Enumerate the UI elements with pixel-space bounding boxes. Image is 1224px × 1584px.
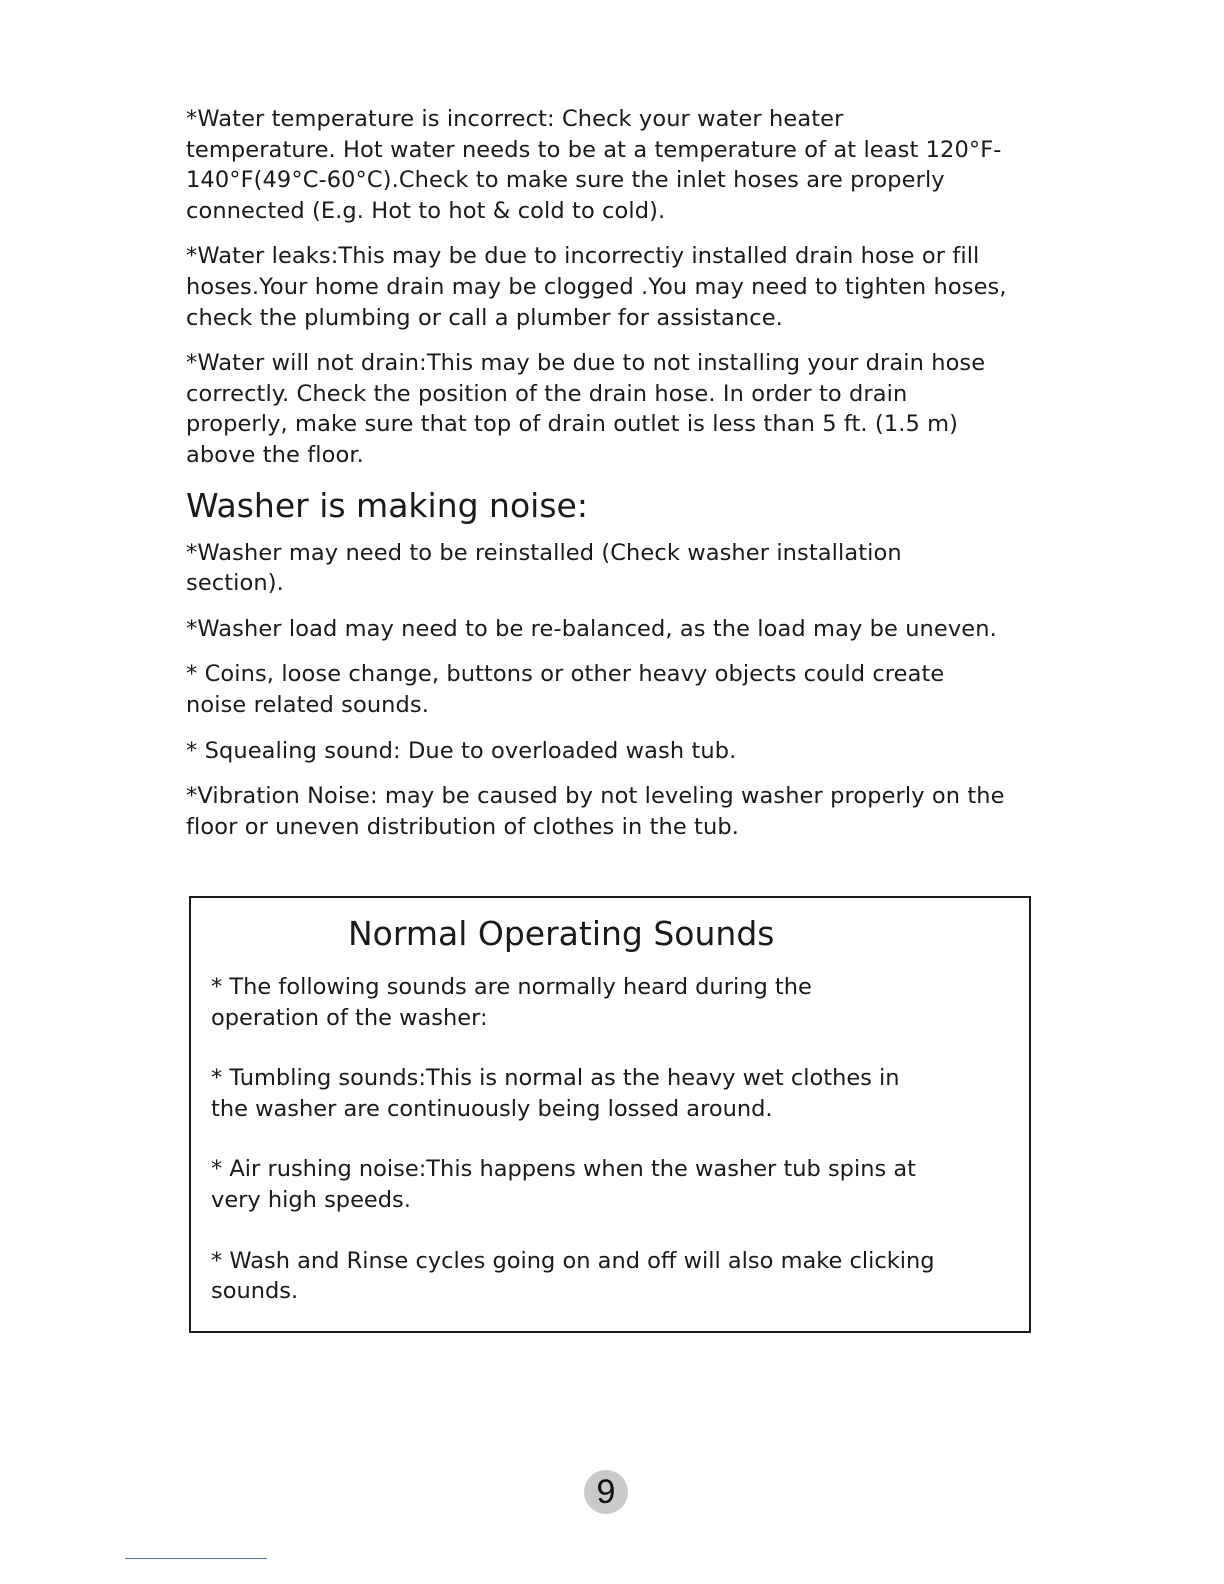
- normal-sound-item-air-rushing: * Air rushing noise:This happens when the washer tub spins at very high speeds.: [211, 1156, 916, 1213]
- water-leaks-paragraph: *Water leaks:This may be due to incorrectiy installed drain hose or fill hoses.Your home drain may be clogged .You may need to tighten hoses, check the plumbing or call a plumber for assistance.: [186, 243, 1007, 331]
- troubleshooting-content: [186, 104, 1046, 857]
- normal-sounds-list: [211, 972, 1011, 1337]
- water-temperature-paragraph: *Water temperature is incorrect: Check your water heater temperature. Hot water needs to be at a temperature of at least 120°F- 140°F(49°C-60°C).Check to make sure the inlet hoses are properly connected (E.g. Hot to hot & cold to cold).: [186, 106, 1002, 224]
- page-number-badge: 9: [584, 1470, 628, 1514]
- noise-section-heading: Washer is making noise:: [186, 485, 588, 525]
- noise-item-vibration: *Vibration Noise: may be caused by not leveling washer properly on the floor or uneven distribution of clothes in the tub.: [186, 783, 1005, 840]
- normal-sound-item-tumbling: * Tumbling sounds:This is normal as the heavy wet clothes in the washer are continuously being lossed around.: [211, 1065, 900, 1122]
- noise-item-coins: * Coins, loose change, buttons or other heavy objects could create noise related sounds.: [186, 661, 945, 718]
- normal-operating-sounds-title: Normal Operating Sounds: [348, 914, 775, 953]
- normal-operating-sounds-box: [189, 896, 1031, 1333]
- water-not-drain-paragraph: *Water will not drain:This may be due to not installing your drain hose correctly. Check the position of the drain hose. In order to drain properly, make sure that top of drain outlet is less than 5 ft. (1.5 m) above the floor.: [186, 350, 986, 468]
- noise-item-squealing: * Squealing sound: Due to overloaded wash tub.: [186, 737, 737, 764]
- noise-item-reinstall: *Washer may need to be reinstalled (Check washer installation section).: [186, 539, 902, 597]
- normal-sound-item-clicking: * Wash and Rinse cycles going on and off will also make clicking sounds.: [211, 1247, 935, 1305]
- footer-divider: [125, 1558, 267, 1559]
- noise-item-rebalance: *Washer load may need to be re-balanced, as the load may be uneven.: [186, 615, 997, 642]
- normal-sound-item-intro: * The following sounds are normally heard during the operation of the washer:: [211, 974, 812, 1031]
